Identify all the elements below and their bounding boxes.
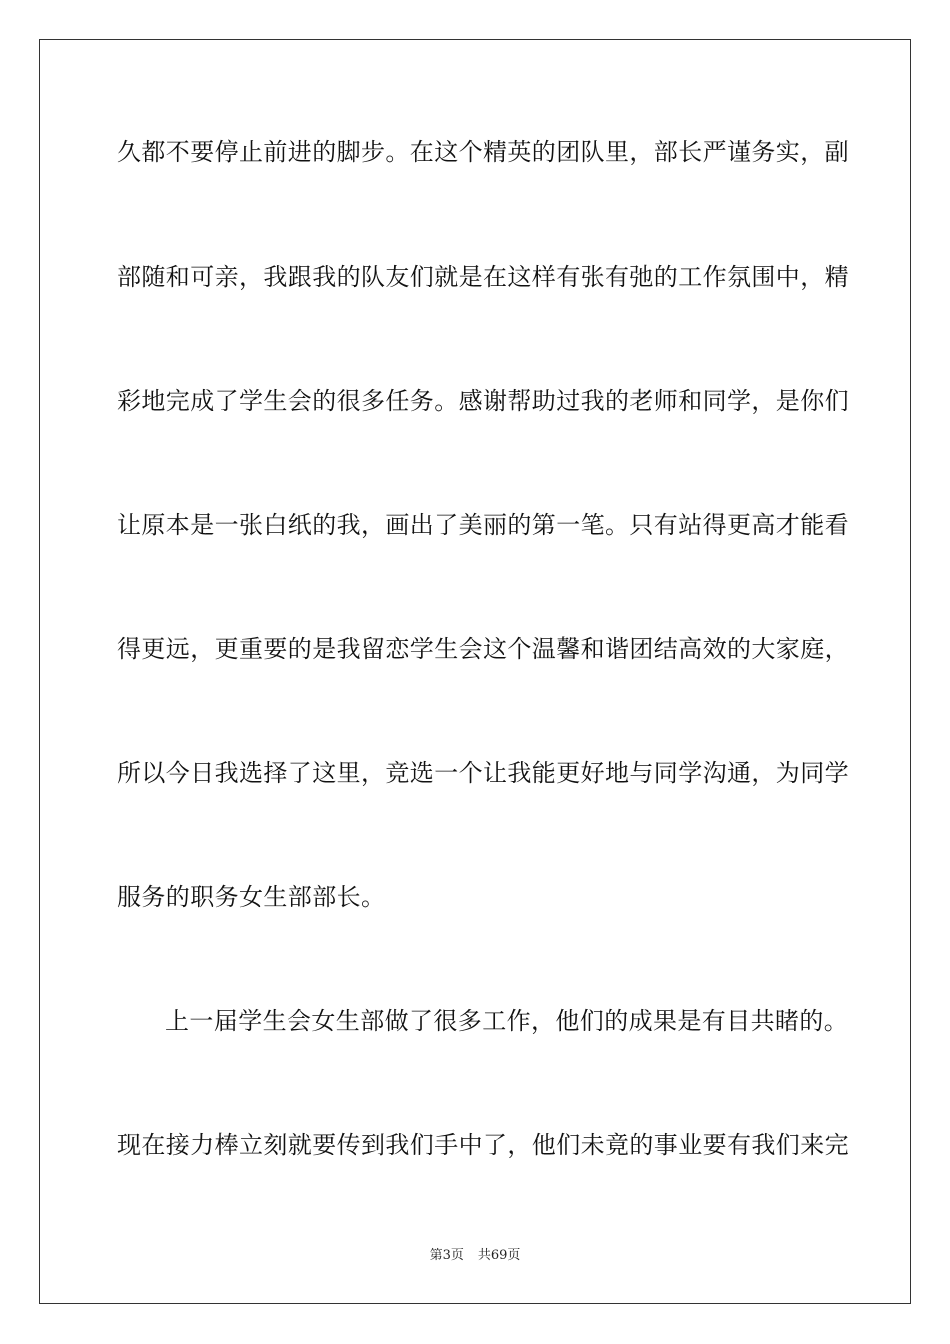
paragraph-line: 所以今日我选择了这里，竞选一个让我能更好地与同学沟通，为同学 bbox=[117, 759, 849, 787]
paragraph-line: 久都不要停止前进的脚步。在这个精英的团队里，部长严谨务实，副 bbox=[117, 138, 849, 166]
page-number: 第3页 bbox=[429, 1248, 464, 1263]
paragraph-line: 得更远，更重要的是我留恋学生会这个温馨和谐团结高效的大家庭， bbox=[117, 635, 849, 663]
paragraph-line: 现在接力棒立刻就要传到我们手中了，他们未竟的事业要有我们来完 bbox=[117, 1131, 849, 1159]
page-border bbox=[39, 39, 911, 1304]
page-footer bbox=[0, 1247, 950, 1265]
page-total: 共69页 bbox=[477, 1248, 521, 1263]
paragraph-line: 彩地完成了学生会的很多任务。感谢帮助过我的老师和同学，是你们 bbox=[117, 387, 849, 415]
paragraph-line: 服务的职务女生部部长。 bbox=[117, 883, 386, 911]
paragraph-line: 让原本是一张白纸的我，画出了美丽的第一笔。只有站得更高才能看 bbox=[117, 511, 849, 539]
paragraph-line: 部随和可亲，我跟我的队友们就是在这样有张有弛的工作氛围中，精 bbox=[117, 263, 849, 291]
paragraph-line-indented: 上一届学生会女生部做了很多工作，他们的成果是有目共睹的。 bbox=[165, 1007, 849, 1035]
